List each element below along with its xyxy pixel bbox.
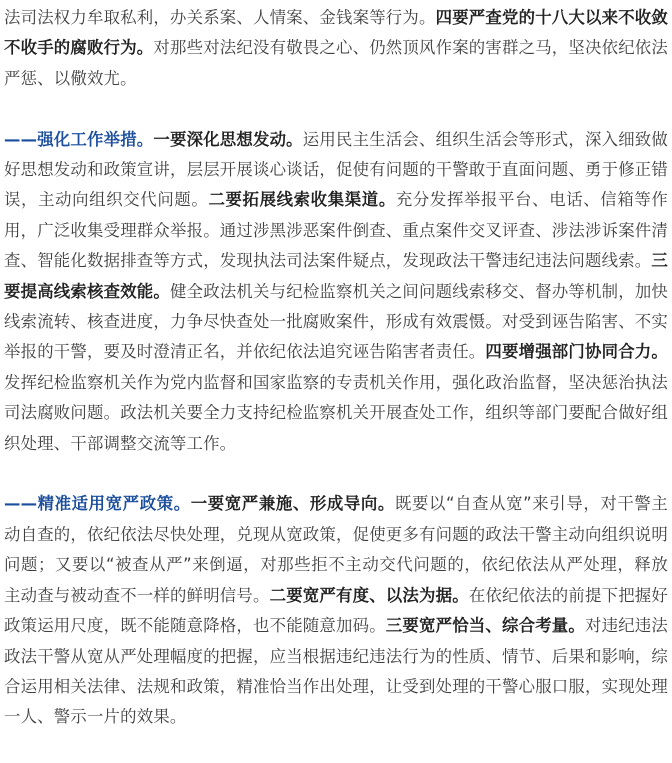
paragraph-text: 对违纪违法政法干警从宽从严处理幅度的把握，应当根据违纪违法行为的性质、情节、后果和影响，综合运用相关法律、法规和政策，精准恰当作出处理，让受到处理的干警心服口服，实现处理一人、警示一片的效果。 — [4, 616, 668, 727]
paragraph-work-measures — [4, 125, 668, 459]
paragraph-leniency-policy — [4, 489, 668, 732]
paragraph-text: 法司法权力牟取私利，办关系案、人情案、金钱案等行为。 — [4, 8, 436, 27]
paragraph-text: 运用民主生活会、组织生活会等形式，深入细致做好思想发动和政策宣讲，层层开展谈心谈话，促使有问题的干警敢于直面问题、勇于修正错误，主动向组织交代问题。 — [4, 129, 668, 210]
bold-point-four: 四要增强部门协同合力。 — [485, 342, 668, 362]
paragraph-text: 充分发挥举报平台、电话、信箱等作用，广泛收集受理群众举报。通过涉黑涉恶案件倒查、重点案件交叉评查、涉法涉诉案件清查、智能化数据排查等方式，发现执法司法案件疑点，发现政法干警违纪违法问题线索。 — [4, 190, 669, 271]
section-heading-work-measures: ——强化工作举措。 — [4, 129, 154, 149]
paragraph-spacer — [4, 459, 668, 489]
section-heading-leniency-policy: ——精准适用宽严政策。 — [4, 494, 191, 514]
bold-point-one: 一要深化思想发动。 — [153, 129, 303, 149]
bold-point-three: 三要提高线索核查效能。 — [4, 251, 668, 301]
bold-point-two: 二要宽严有度、以法为据。 — [269, 585, 469, 605]
paragraph-text: 对那些对法纪没有敬畏之心、仍然顶风作案的害群之马，坚决依纪依法严惩、以儆效尤。 — [4, 38, 668, 88]
paragraph-text: 健全政法机关与纪检监察机关之间问题线索移交、督办等机制，加快线索流转、核查进度，力争尽快查处一批腐败案件，形成有效震慑。对受到诬告陷害、不实举报的干警，要及时澄清正名，并依纪依法追究诬告陷害者责任。 — [4, 281, 669, 362]
bold-point-four: 四要严查党的十八大以来不收敛不收手的腐败行为。 — [4, 8, 668, 58]
paragraph-strict-investigation — [4, 3, 668, 94]
paragraph-spacer — [4, 94, 668, 124]
paragraph-text: 发挥纪检监察机关作为党内监督和国家监察的专责机关作用，强化政治监督，坚决惩治执法司法腐败问题。政法机关要全力支持纪检监察机关开展查处工作，组织等部门要配合做好组织处理、干部调整交流等工作。 — [4, 372, 668, 453]
bold-point-three: 三要宽严恰当、综合考量。 — [385, 616, 585, 636]
paragraph-text: 既要以“自查从宽”来引导，对干警主动自查的，依纪依法尽快处理，兑现从宽政策，促使更多有问题的政法干警主动向组织说明问题；又要以“被查从严”来倒逼，对那些拒不主动交代问题的，依纪依法从严处理，释放主动查与被动查不一样的鲜明信号。 — [4, 494, 668, 605]
bold-point-one: 一要宽严兼施、形成导向。 — [190, 494, 395, 514]
article-body — [4, 3, 668, 733]
paragraph-text: 在依纪依法的前提下把握好政策运用尺度，既不能随意降格，也不能随意加码。 — [4, 585, 669, 636]
bold-point-two: 二要拓展线索收集渠道。 — [208, 190, 396, 210]
